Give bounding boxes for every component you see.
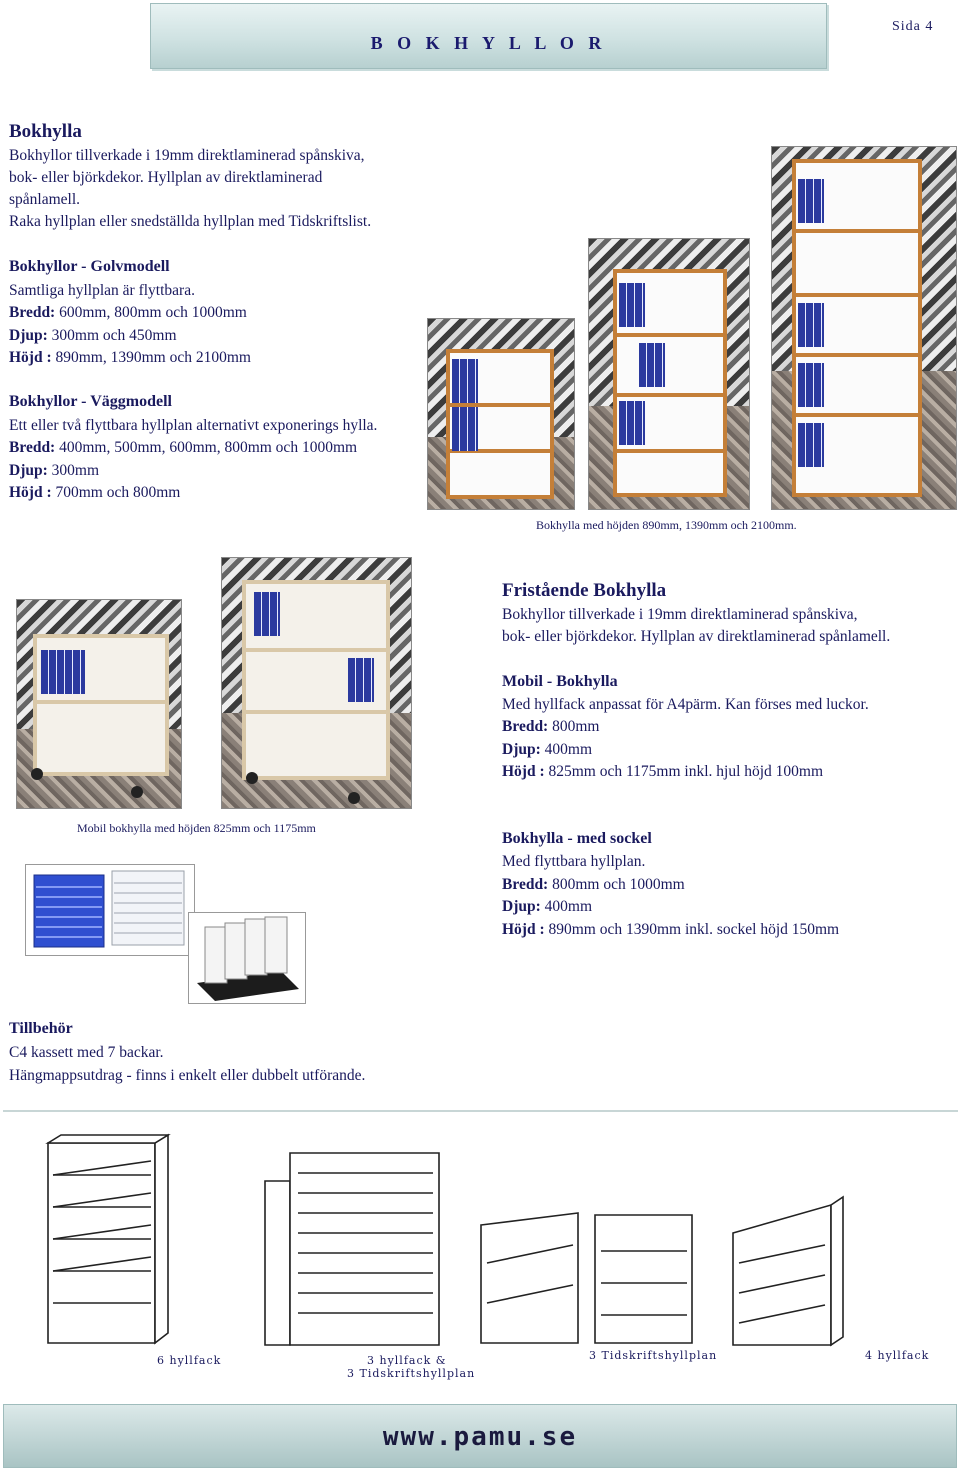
golvmodell-line: Samtliga hyllplan är flyttbara.	[9, 282, 195, 299]
mobil-heading: Mobil - Bokhylla	[502, 673, 618, 690]
hojd-label: Höjd :	[502, 921, 545, 938]
shelf-board	[796, 229, 918, 233]
djup-label: Djup:	[9, 462, 48, 479]
bookcase-frame	[446, 349, 554, 499]
bokhylla-line-2: bok- eller björkdekor. Hyllplan av direktlaminerad	[9, 169, 323, 186]
djup-value: 300mm	[51, 462, 100, 479]
fristaende-line-2: bok- eller björkdekor. Hyllplan av direktlaminerad spånlamell.	[502, 628, 891, 645]
shelf-board	[246, 648, 386, 652]
golvmodell-bredd	[9, 302, 247, 325]
bookcase-sketches	[3, 1133, 957, 1385]
sketch-drawings	[3, 1133, 957, 1385]
mobil-bredd	[502, 716, 599, 739]
djup-label: Djup:	[9, 327, 48, 344]
binders	[452, 407, 478, 451]
website-link[interactable]: www.pamu.se	[382, 1422, 578, 1452]
vaggmodell-line: Ett eller två flyttbara hyllplan alternativt exponerings hylla.	[9, 417, 378, 434]
vaggmodell-hojd	[9, 482, 180, 505]
mobil-hojd	[502, 761, 823, 784]
hanging-file-illustration	[189, 913, 305, 1003]
bokhylla-line-1: Bokhyllor tillverkade i 19mm direktlaminerad spånskiva,	[9, 147, 365, 164]
shelf-board	[617, 449, 723, 453]
bookcase-frame	[792, 159, 922, 497]
binders	[798, 423, 824, 467]
sockel-line: Med flyttbara hyllplan.	[502, 853, 646, 870]
hojd-value: 890mm, 1390mm och 2100mm	[55, 349, 251, 366]
binders	[348, 658, 374, 702]
bookcase-2100-photo	[771, 146, 957, 510]
page-number: Sida 4	[892, 19, 934, 34]
bookcase-890-photo	[427, 318, 575, 510]
binders	[452, 359, 478, 403]
bookcase-frame	[33, 634, 169, 776]
sockel-bredd	[502, 874, 685, 897]
shelf-board	[796, 413, 918, 417]
fristaende-line-1: Bokhyllor tillverkade i 19mm direktlaminerad spånskiva,	[502, 606, 858, 623]
mobil-line: Med hyllfack anpassat för A4pärm. Kan förses med luckor.	[502, 696, 869, 713]
binders	[254, 592, 280, 636]
binders	[41, 650, 85, 694]
bredd-label: Bredd:	[9, 439, 56, 456]
tillbehor-heading: Tillbehör	[9, 1020, 73, 1037]
vaggmodell-djup	[9, 460, 99, 483]
bokhylla-line-3: spånlamell.	[9, 191, 81, 208]
page-title: B O K H Y L L O R	[370, 33, 607, 53]
binders	[798, 179, 824, 223]
wheel	[131, 786, 143, 798]
bookcase-frame	[613, 269, 727, 497]
hojd-value: 890mm och 1390mm inkl. sockel höjd 150mm	[548, 921, 840, 938]
binders	[798, 303, 824, 347]
footer-banner	[3, 1404, 957, 1468]
sockel-djup	[502, 896, 592, 919]
bredd-label: Bredd:	[9, 304, 56, 321]
section-divider	[3, 1110, 958, 1112]
sketch-label-6-hyllfack: 6 hyllfack	[157, 1354, 222, 1367]
hojd-value: 700mm och 800mm	[55, 484, 181, 501]
hojd-label: Höjd :	[9, 349, 52, 366]
hojd-value: 825mm och 1175mm inkl. hjul höjd 100mm	[548, 763, 824, 780]
djup-label: Djup:	[502, 741, 541, 758]
sketch-label-3-tidskrift: 3 Tidskriftshyllplan	[347, 1367, 476, 1380]
shelf-board	[246, 710, 386, 714]
shelf-board	[37, 700, 165, 704]
binders	[619, 401, 645, 445]
shelf-board	[617, 333, 723, 337]
bokhylla-heading: Bokhylla	[9, 121, 82, 142]
binders	[619, 283, 645, 327]
hojd-label: Höjd :	[9, 484, 52, 501]
bredd-label: Bredd:	[502, 718, 549, 735]
sketch-label-4-hyllfack: 4 hyllfack	[865, 1349, 930, 1362]
djup-value: 400mm	[544, 741, 593, 758]
hojd-label: Höjd :	[502, 763, 545, 780]
vaggmodell-heading: Bokhyllor - Väggmodell	[9, 393, 172, 410]
bredd-value: 800mm och 1000mm	[552, 876, 685, 893]
golvmodell-djup	[9, 325, 177, 348]
shelf-board	[796, 293, 918, 297]
bredd-value: 600mm, 800mm och 1000mm	[59, 304, 247, 321]
binders	[798, 363, 824, 407]
bokhylla-line-4: Raka hyllplan eller snedställda hyllplan med Tidskriftslist.	[9, 213, 372, 230]
tray-illustration	[26, 865, 194, 955]
sketch-label-3-hyllfack: 3 hyllfack &	[367, 1354, 447, 1367]
djup-label: Djup:	[502, 898, 541, 915]
tillbehor-line-1: C4 kassett med 7 backar.	[9, 1044, 164, 1061]
binders	[639, 343, 665, 387]
sockel-hojd	[502, 919, 839, 942]
tillbehor-line-2: Hängmappsutdrag - finns i enkelt eller dubbelt utförande.	[9, 1067, 366, 1084]
bredd-label: Bredd:	[502, 876, 549, 893]
c4-tray-cassette-photo	[25, 864, 195, 956]
bredd-value: 400mm, 500mm, 600mm, 800mm och 1000mm	[59, 439, 358, 456]
wheel	[246, 772, 258, 784]
fristaende-heading: Fristående Bokhylla	[502, 580, 667, 601]
wheel	[31, 768, 43, 780]
vaggmodell-bredd	[9, 437, 357, 460]
mobile-bookcase-825-photo	[16, 599, 182, 809]
header-banner	[150, 3, 827, 69]
shelf-board	[617, 393, 723, 397]
djup-value: 400mm	[544, 898, 593, 915]
mobil-djup	[502, 739, 592, 762]
wheel	[348, 792, 360, 804]
sockel-heading: Bokhylla - med sockel	[502, 830, 652, 847]
bookcase-1390-photo	[588, 238, 750, 510]
mobile-bookcase-1175-photo	[221, 557, 412, 809]
caption-mobile-heights: Mobil bokhylla med höjden 825mm och 1175mm	[77, 821, 316, 835]
bredd-value: 800mm	[552, 718, 600, 735]
sketch-label-tidskriftshyllplan: 3 Tidskriftshyllplan	[589, 1349, 718, 1362]
djup-value: 300mm och 450mm	[51, 327, 177, 344]
golvmodell-hojd	[9, 347, 251, 370]
bookcase-frame	[242, 580, 390, 780]
hanging-file-drawer-photo	[188, 912, 306, 1004]
caption-bookcase-heights: Bokhylla med höjden 890mm, 1390mm och 2100mm.	[536, 518, 797, 532]
golvmodell-heading: Bokhyllor - Golvmodell	[9, 258, 170, 275]
shelf-board	[796, 353, 918, 357]
